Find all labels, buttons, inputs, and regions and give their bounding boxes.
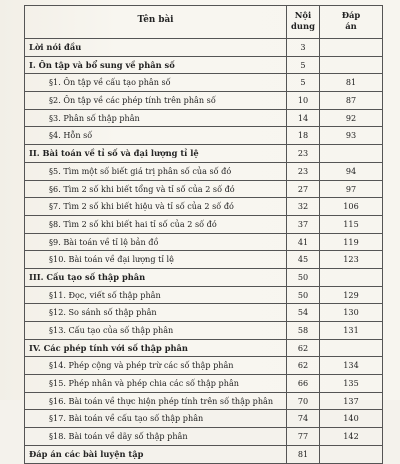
header-answer-column: Đáp án: [341, 10, 361, 31]
toc-entry-title: §7. Tìm 2 số khi biết hiệu và tỉ số của 2 số đó: [25, 198, 287, 215]
toc-entry-title: §4. Hỗn số: [25, 127, 287, 144]
toc-entry-page: 41: [287, 234, 320, 251]
toc-entry-answer-page: 119: [343, 236, 359, 247]
toc-entry-title: §1. Ôn tập về cấu tạo phân số: [25, 74, 287, 91]
toc-entry-page: 70: [287, 393, 320, 410]
toc-entry-title: Lời nói đầu: [25, 39, 287, 56]
toc-entry-answer-page: 92: [345, 112, 357, 123]
toc-entry-answer-page: 81: [345, 77, 357, 88]
toc-entry-title: §10. Bài toán về đại lượng tỉ lệ: [25, 251, 287, 268]
toc-entry-title: IV. Các phép tính với số thập phân: [25, 340, 287, 357]
toc-entry-title: II. Bài toán về tỉ số và đại lượng tỉ lệ: [25, 145, 287, 162]
toc-entry-answer-page: 115: [343, 218, 359, 229]
toc-entry-answer-page: 123: [343, 254, 359, 265]
toc-entry-title: §5. Tìm một số biết giá trị phân số của số đó: [25, 163, 287, 180]
toc-section-row: [25, 446, 382, 464]
toc-entry-title: §6. Tìm 2 số khi biết tổng và tỉ số của 2 số đó: [25, 181, 287, 198]
toc-entry-title: §9. Bài toán về tỉ lệ bản đồ: [25, 234, 287, 251]
toc-section-row: [25, 57, 382, 75]
toc-entry-answer-page: 131: [343, 325, 359, 335]
toc-entry-title: §11. Đọc, viết số thập phân: [25, 287, 287, 304]
toc-entry-page: 58: [287, 322, 320, 339]
toc-entry-answer-page: [320, 340, 382, 357]
toc-entry-page: 14: [287, 110, 320, 127]
toc-entry-page: 5: [287, 74, 320, 91]
toc-item-row: [25, 251, 382, 269]
toc-entry-title: §18. Bài toán về dãy số thập phân: [25, 428, 287, 445]
toc-entry-answer-page: 130: [343, 307, 359, 318]
toc-entry-page: 10: [287, 92, 320, 109]
toc-entry-page: 50: [287, 269, 320, 286]
toc-entry-answer-page: 97: [345, 183, 357, 194]
toc-entry-page: 3: [287, 39, 320, 56]
toc-entry-answer-page: 135: [343, 378, 359, 389]
toc-entry-title: §8. Tìm 2 số khi biết hai tỉ số của 2 số đó: [25, 216, 287, 233]
toc-entry-page: 37: [287, 216, 320, 233]
toc-entry-page: 32: [287, 198, 320, 215]
toc-entry-page: 81: [287, 446, 320, 463]
toc-entry-answer-page: 106: [343, 201, 359, 212]
toc-entry-answer-page: 137: [343, 395, 359, 406]
toc-item-row: [25, 393, 382, 411]
toc-entry-title: III. Cấu tạo số thập phân: [25, 269, 287, 286]
toc-entry-title: §3. Phân số thập phân: [25, 110, 287, 127]
toc-header-row: [25, 6, 382, 39]
toc-item-row: [25, 92, 382, 110]
toc-entry-answer-page: 129: [343, 289, 359, 300]
toc-entry-title: Đáp án các bài luyện tập: [25, 446, 287, 463]
toc-entry-answer-page: [320, 57, 382, 74]
table-of-contents: [24, 5, 383, 464]
toc-entry-answer-page: 94: [345, 165, 357, 176]
toc-item-row: [25, 322, 382, 340]
toc-entry-answer-page: 87: [345, 95, 357, 106]
toc-item-row: [25, 181, 382, 199]
toc-item-row: [25, 127, 382, 145]
toc-section-row: [25, 145, 382, 163]
toc-entry-answer-page: [320, 39, 382, 56]
toc-entry-page: 50: [287, 287, 320, 304]
toc-item-row: [25, 198, 382, 216]
toc-entry-title: §14. Phép cộng và phép trừ các số thập phân: [25, 357, 287, 374]
toc-entry-page: 74: [287, 410, 320, 427]
toc-item-row: [25, 163, 382, 181]
toc-entry-title: §16. Bài toán về thực hiện phép tính trên số thập phân: [25, 393, 287, 410]
toc-item-row: [25, 357, 382, 375]
toc-item-row: [25, 410, 382, 428]
toc-entry-page: 66: [287, 375, 320, 392]
toc-entry-page: 62: [287, 340, 320, 357]
toc-item-row: [25, 234, 382, 252]
toc-entry-answer-page: 142: [343, 431, 359, 442]
header-title: Tên bài: [25, 6, 287, 38]
toc-item-row: [25, 428, 382, 446]
toc-entry-page: 23: [287, 163, 320, 180]
toc-item-row: [25, 375, 382, 393]
toc-entry-title: §17. Bài toán về cấu tạo số thập phân: [25, 410, 287, 427]
toc-section-row: [25, 39, 382, 57]
toc-item-row: [25, 287, 382, 305]
toc-entry-page: 5: [287, 57, 320, 74]
toc-entry-title: I. Ôn tập và bổ sung về phân số: [25, 57, 287, 74]
toc-entry-title: §2. Ôn tập về các phép tính trên phân số: [25, 92, 287, 109]
toc-item-row: [25, 74, 382, 92]
toc-section-row: [25, 269, 382, 287]
toc-entry-page: 23: [287, 145, 320, 162]
header-page-column: Nội dung: [287, 6, 320, 38]
toc-entry-answer-page: [320, 145, 382, 162]
toc-entry-answer-page: 93: [345, 130, 357, 141]
toc-entry-answer-page: [320, 269, 382, 286]
toc-section-row: [25, 340, 382, 358]
toc-entry-answer-page: 140: [343, 413, 359, 424]
toc-entry-title: §15. Phép nhân và phép chia các số thập phân: [25, 375, 287, 392]
toc-entry-page: 77: [287, 428, 320, 445]
toc-item-row: [25, 216, 382, 234]
toc-entry-page: 45: [287, 251, 320, 268]
toc-entry-answer-page: [320, 446, 382, 463]
toc-entry-page: 18: [287, 127, 320, 144]
toc-entry-title: §13. Cấu tạo của số thập phân: [25, 322, 287, 339]
toc-item-row: [25, 110, 382, 128]
toc-entry-title: §12. So sánh số thập phân: [25, 304, 287, 321]
toc-entry-answer-page: 134: [343, 360, 359, 371]
toc-entry-page: 62: [287, 357, 320, 374]
toc-entry-page: 54: [287, 304, 320, 321]
toc-entry-page: 27: [287, 181, 320, 198]
toc-item-row: [25, 304, 382, 322]
